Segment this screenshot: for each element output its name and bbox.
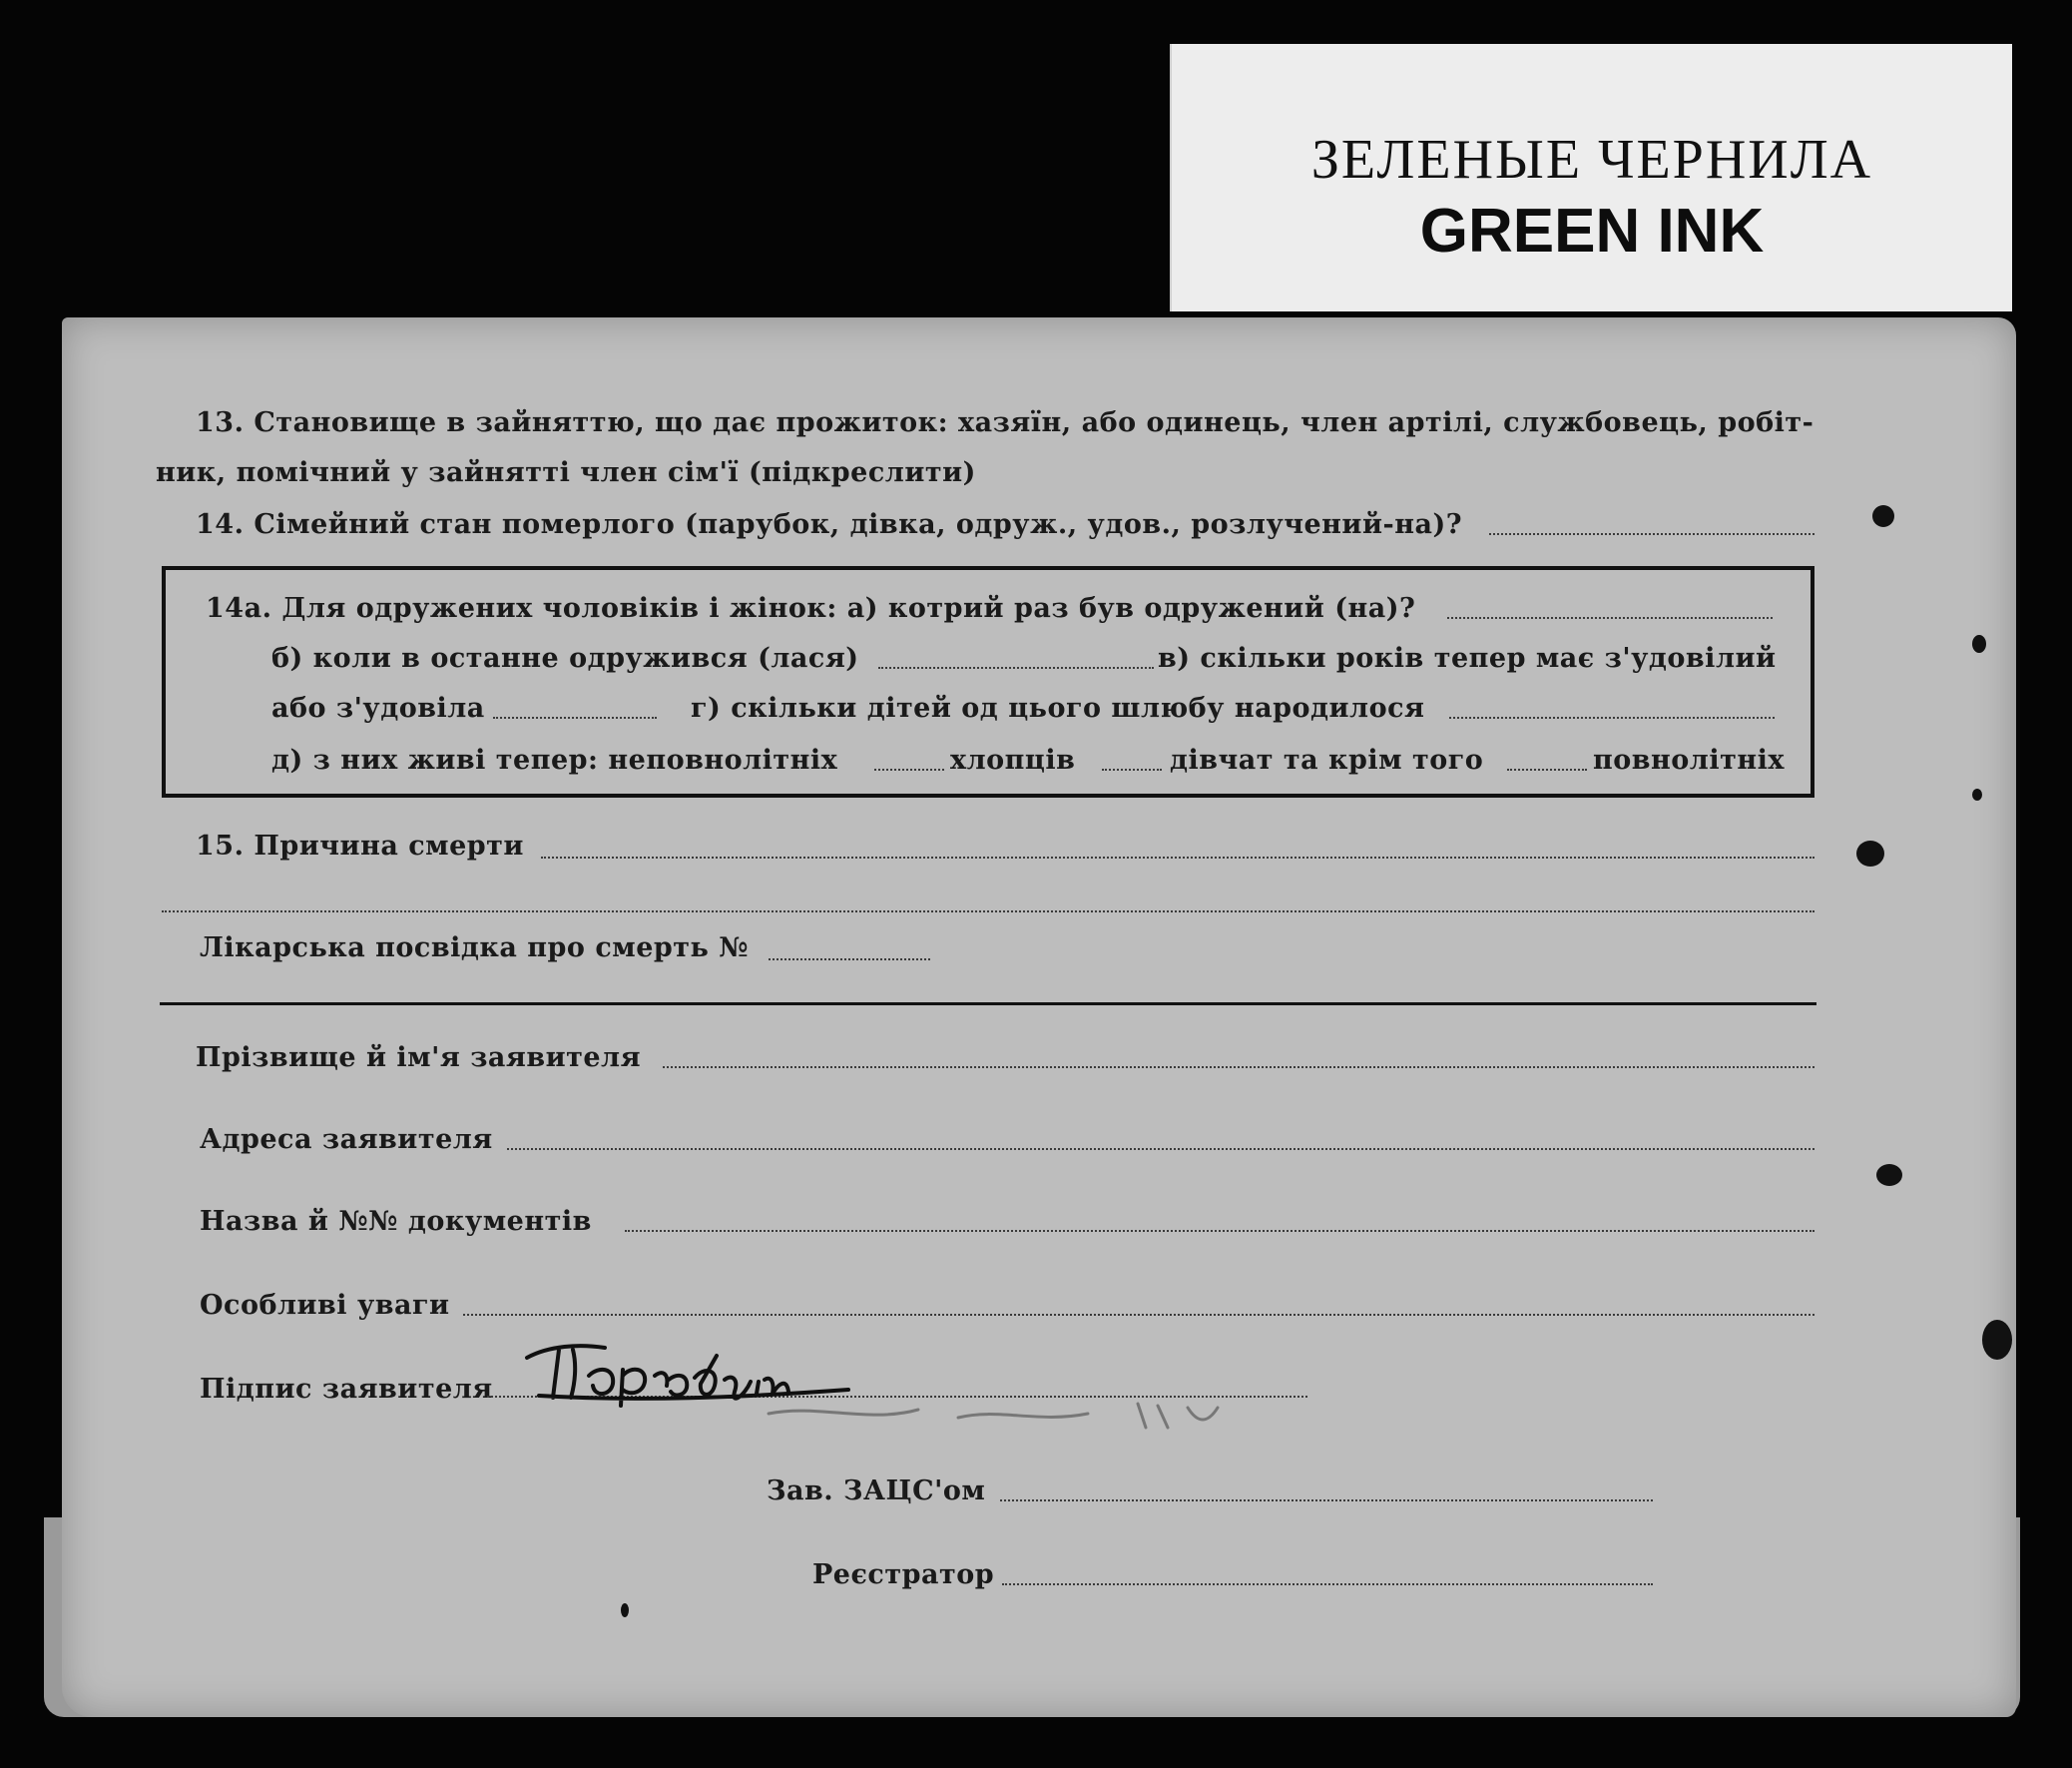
q14a-line4d: повнолітніх: [1593, 745, 1785, 776]
documents-line: [625, 1230, 1814, 1232]
q14a-line2a: б) коли в останне одружився (лася): [271, 643, 859, 674]
faded-handwriting-mark: [759, 1384, 1278, 1444]
remarks-label: Особливі уваги: [200, 1290, 450, 1321]
ink-speck: [621, 1603, 629, 1617]
label-english: GREEN INK: [1419, 197, 1765, 266]
q15-answer-line: [541, 857, 1814, 859]
applicant-address-label: Адреса заявителя: [200, 1124, 493, 1155]
q14a-answer-boys: [1102, 769, 1162, 771]
q15-cause-of-death: 15. Причина смерти: [196, 831, 524, 862]
q15-answer-line2: [162, 910, 1814, 912]
q14-marital-status: 14. Сімейний стан померлого (парубок, дівка, одруж., удов., розлучений-на)?: [196, 509, 1463, 540]
ink-label-card: [1170, 44, 2012, 311]
section-divider: [160, 1002, 1816, 1005]
q14a-answer-minors: [874, 769, 944, 771]
registrar-label: Реєстратор: [812, 1559, 995, 1590]
q14a-answer-v: [493, 717, 657, 719]
q13-line2: ник, помічний у зайнятті член сім'ї (підкреслити): [156, 457, 976, 488]
ink-speck: [1972, 789, 1982, 801]
applicant-address-line: [507, 1148, 1814, 1150]
ink-speck: [1982, 1320, 2012, 1360]
q14a-line3a: або з'удовіла: [271, 693, 485, 724]
q14a-answer-a: [1447, 617, 1773, 619]
q14a-line4c: дівчат та крім того: [1170, 745, 1484, 776]
zags-head-line: [1000, 1499, 1653, 1501]
q13-line1: 13. Становище в зайняттю, що дає прожиток: хазяїн, або одинець, член артілі, службовець, робіт-: [196, 407, 1814, 438]
q14-answer-line: [1489, 533, 1814, 535]
applicant-name-label: Прізвище й ім'я заявителя: [196, 1042, 642, 1073]
label-russian: ЗЕЛЕНЫЕ ЧЕРНИЛА: [1310, 129, 1873, 191]
q14a-answer-b: [878, 667, 1154, 669]
medical-certificate-line: [769, 958, 930, 960]
signature-label: Підпис заявителя: [200, 1374, 493, 1405]
zags-head-label: Зав. ЗАЦС'ом: [767, 1475, 986, 1506]
medical-certificate: Лікарська посвідка про смерть №: [200, 932, 750, 963]
q14a-line4a: д) з них живі тепер: неповнолітніх: [271, 745, 838, 776]
ink-speck: [1972, 635, 1986, 653]
registrar-line: [1002, 1583, 1653, 1585]
binding-hole: [1856, 841, 1884, 867]
q14a-line3b: г) скільки дітей од цього шлюбу народилося: [691, 693, 1425, 724]
binding-hole: [1876, 1164, 1902, 1186]
q14a-line1: 14а. Для одружених чоловіків і жінок: а) котрий раз був одружений (на)?: [206, 593, 1416, 624]
q14a-answer-girls: [1507, 769, 1587, 771]
binding-hole: [1872, 505, 1894, 527]
applicant-name-line: [663, 1066, 1814, 1068]
q14a-answer-g: [1449, 717, 1775, 719]
q14a-line4b: хлопців: [950, 745, 1076, 776]
q14a-line2b: в) скільки років тепер має з'удовілий: [1158, 643, 1777, 674]
remarks-line: [463, 1314, 1814, 1316]
documents-label: Назва й №№ документів: [200, 1206, 592, 1237]
